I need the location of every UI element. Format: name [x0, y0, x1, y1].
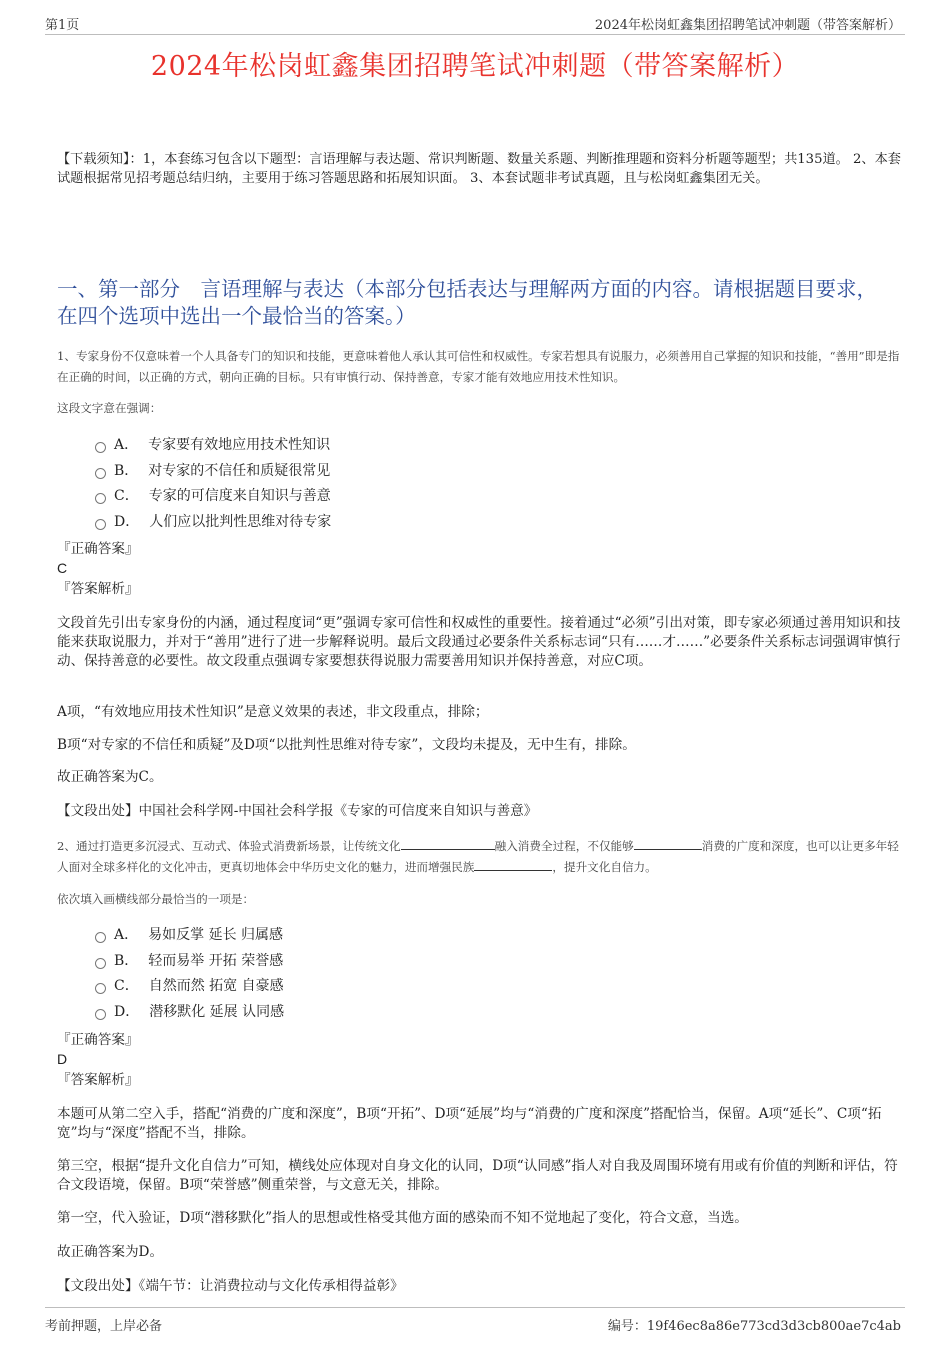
q2-stem: 2、通过打造更多沉浸式、互动式、体验式消费新场景，让传统文化 融入消费全过程，不仅能够 消费的广度和深度，也可以让更多年轻人面对全球多样化的文化冲击，更真切地体会中华历史文化的魅力，进而增强民族 ，提升文化自信力。: [57, 839, 899, 874]
q2-options: [95, 923, 695, 1025]
radio-icon[interactable]: [95, 468, 106, 479]
radio-icon[interactable]: [95, 958, 106, 969]
q1-analysis-p2: A项，“有效地应用技术性知识”是意义效果的表述，非文段重点，排除；: [57, 704, 489, 720]
q2-analysis-p2: 第三空，根据“提升文化自信力”可知，横线处应体现对自身文化的认同，D项“认同感”指人对自我及周围环境有用或有价值的判断和评估，符合文段语境，保留。B项“荣誉感”侧重荣誉，与文意无关，排除。: [57, 1158, 898, 1193]
q1-analysis-p1: 文段首先引出专家身份的内涵，通过程度词“更”强调专家可信性和权威性的重要性。接着通过“必须”引出对策，即专家必须通过善用知识和技能来获取说服力，并对于“善用”进行了进一步解释说明。最后文段通过必要条件关系标志词“只有……才……”必要条件关系标志词强调审慎行动、保持善意的必要性。故文段重点强调专家要想获得说服力需要善用知识并保持善意，对应C项。: [57, 615, 901, 669]
q1-option-d[interactable]: D． 人们应以批判性思维对待专家: [95, 510, 695, 536]
section-heading: 一、第一部分 言语理解与表达（本部分包括表达与理解两方面的内容。请根据题目要求，在四个选项中选出一个最恰当的答案。）: [57, 277, 877, 328]
header-doc-title: 2024年松岗虹鑫集团招聘笔试冲刺题（带答案解析）: [594, 18, 901, 33]
q2-answer: D: [57, 1051, 68, 1067]
page-number: 第1页: [45, 18, 80, 33]
footer-slogan: 考前押题，上岸必备: [45, 1319, 163, 1334]
q2-analysis-label: 『答案解析』: [57, 1072, 139, 1088]
footer-doc-id: 编号：19f46ec8a86e773cd3d3cb800ae7c4ab: [607, 1319, 901, 1334]
q1-answer: C: [57, 560, 68, 576]
page-footer: [45, 1307, 905, 1334]
blank-3: [474, 858, 552, 871]
q1-option-b[interactable]: B． 对专家的不信任和质疑很常见: [95, 459, 695, 485]
blank-1: [401, 837, 495, 850]
q1-source: 【文段出处】中国社会科学网-中国社会科学报《专家的可信度来自知识与善意》: [57, 803, 538, 819]
q2-option-d[interactable]: D． 潜移默化 延展 认同感: [95, 1000, 695, 1026]
radio-icon[interactable]: [95, 932, 106, 943]
radio-icon[interactable]: [95, 493, 106, 504]
q2-prompt: 依次填入画横线部分最恰当的一项是：: [57, 892, 255, 906]
q2-source: 【文段出处】《端午节：让消费拉动与文化传承相得益彰》: [57, 1278, 404, 1294]
q1-option-a[interactable]: A． 专家要有效地应用技术性知识: [95, 433, 695, 459]
q2-option-c[interactable]: C． 自然而然 拓宽 自豪感: [95, 974, 695, 1000]
q2-option-a[interactable]: A． 易如反掌 延长 归属感: [95, 923, 695, 949]
q2-analysis-p3: 第一空，代入验证，D项“潜移默化”指人的思想或性格受其他方面的感染而不知不觉地起了变化，符合文意，当选。: [57, 1210, 748, 1226]
q1-analysis-p3: B项“对专家的不信任和质疑”及D项“以批判性思维对待专家”，文段均未提及，无中生有，排除。: [57, 737, 636, 753]
q1-analysis-p4: 故正确答案为C。: [57, 769, 163, 785]
q2-analysis-p1: 本题可从第二空入手，搭配“消费的广度和深度”，B项“开拓”、D项“延展”均与“消费的广度和深度”搭配恰当，保留。A项“延长”、C项“拓宽”均与“深度”搭配不当，排除。: [57, 1106, 882, 1141]
radio-icon[interactable]: [95, 442, 106, 453]
page-header: [45, 14, 905, 35]
q1-stem: 1、专家身份不仅意味着一个人具备专门的知识和技能，更意味着他人承认其可信性和权威性。专家若想具有说服力，必须善用自己掌握的知识和技能，“善用”即是指在正确的时间，以正确的方式，朝向正确的目标。只有审慎行动、保持善意，专家才能有效地应用技术性知识。: [57, 349, 900, 384]
q1-answer-label: 『正确答案』: [57, 541, 139, 557]
download-notice: 【下载须知】：1，本套练习包含以下题型：言语理解与表达题、常识判断题、数量关系题、判断推理题和资料分析题等题型；共135道。 2、本套试题根据常见招考题总结归纳，主要用于练习答题思路和拓展知识面。 3、本套试题非考试真题，且与松岗虹鑫集团无关。: [57, 152, 901, 186]
blank-2: [634, 837, 702, 850]
radio-icon[interactable]: [95, 1009, 106, 1020]
q2-option-b[interactable]: B． 轻而易举 开拓 荣誉感: [95, 949, 695, 975]
q2-analysis-p4: 故正确答案为D。: [57, 1244, 164, 1260]
q2-answer-label: 『正确答案』: [57, 1032, 139, 1048]
q1-prompt: 这段文字意在强调：: [57, 401, 162, 415]
page-title: 2024年松岗虹鑫集团招聘笔试冲刺题（带答案解析）: [150, 51, 800, 82]
q1-analysis-label: 『答案解析』: [57, 581, 139, 597]
radio-icon[interactable]: [95, 519, 106, 530]
radio-icon[interactable]: [95, 983, 106, 994]
q1-options: [95, 433, 695, 535]
q1-option-c[interactable]: C． 专家的可信度来自知识与善意: [95, 484, 695, 510]
